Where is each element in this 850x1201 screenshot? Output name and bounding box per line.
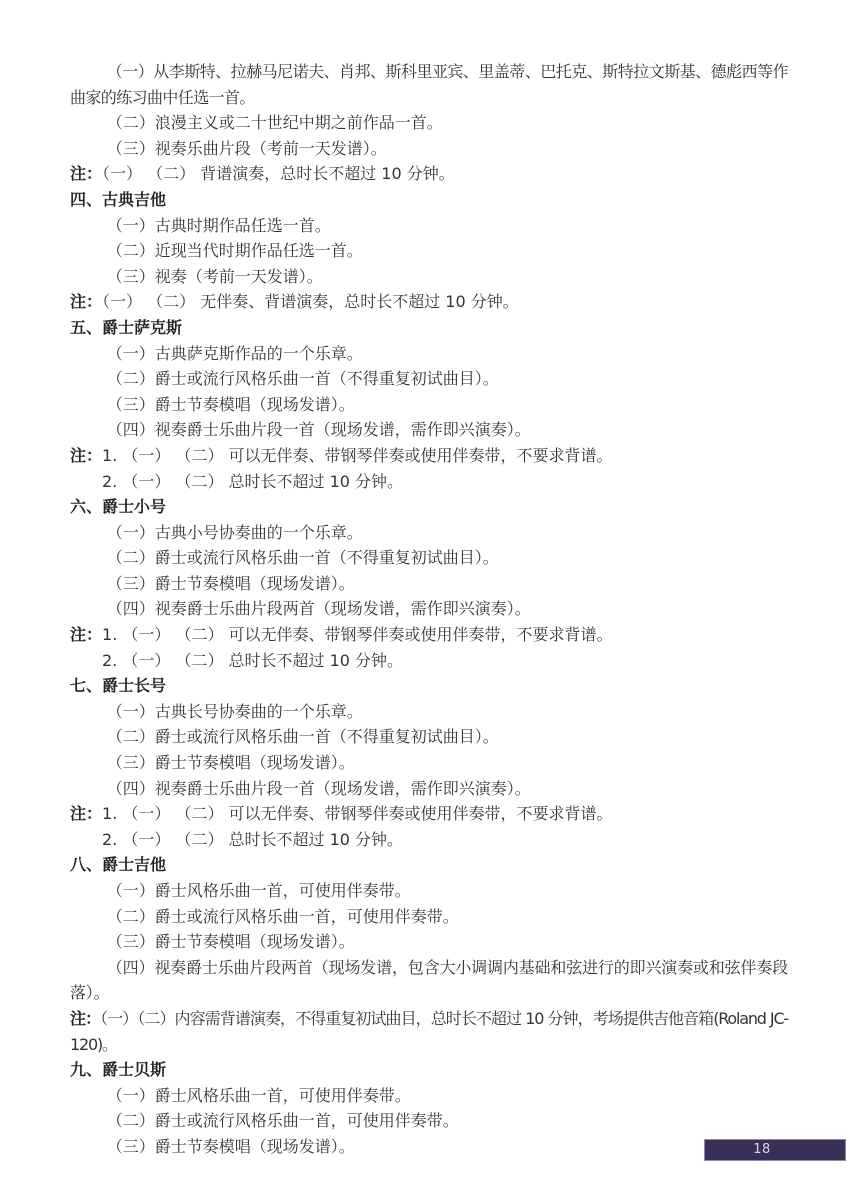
section-heading: 五、爵士萨克斯	[70, 317, 183, 337]
note-label: 注：	[70, 292, 103, 312]
requirement-item: （四）视奏爵士乐曲片段一首（现场发谱，需作即兴演奏）。	[106, 420, 531, 440]
requirement-item: （一）爵士风格乐曲一首，可使用伴奏带。	[106, 881, 411, 900]
requirement-item: （四）视奏爵士乐曲片段一首（现场发谱，需作即兴演奏）。	[106, 778, 531, 798]
requirement-item: （三）爵士节奏模唱（现场发谱）。	[106, 573, 355, 593]
requirement-item: （三）爵士节奏模唱（现场发谱）。	[106, 932, 355, 952]
requirement-item: （二）爵士或流行风格乐曲一首，可使用伴奏带。	[106, 906, 459, 926]
section-heading: 八、爵士吉他	[70, 855, 167, 875]
section-heading: 九、爵士贝斯	[70, 1060, 167, 1080]
note-label: 注：	[70, 445, 103, 465]
note	[70, 289, 788, 315]
note-text: 1. （一） （二） 可以无伴奏、带钢琴伴奏或使用伴奏带，不要求背谱。	[102, 804, 613, 824]
note-sub-item: 2. （一） （二） 总时长不超过 10 分钟。	[102, 829, 404, 849]
requirement-item: （三）爵士节奏模唱（现场发谱）。	[106, 1136, 355, 1156]
requirement-item: （三）视奏（考前一天发谱）。	[106, 266, 323, 286]
note-text: （一） （二） 背谱演奏，总时长不超过 10 分钟。	[102, 164, 455, 184]
section-heading: 七、爵士长号	[70, 676, 167, 696]
requirement-item: （一）古典小号协奏曲的一个乐章。	[106, 522, 363, 542]
note	[70, 161, 788, 187]
requirement-item: （二）爵士或流行风格乐曲一首（不得重复初试曲目）。	[106, 548, 499, 568]
requirement-item: （一）古典时期作品任选一首。	[106, 215, 331, 235]
requirement-item: （一）古典萨克斯作品的一个乐章。	[106, 343, 363, 363]
note-text: 1. （一） （二） 可以无伴奏、带钢琴伴奏或使用伴奏带，不要求背谱。	[102, 625, 613, 645]
note-label: 注：	[70, 164, 103, 184]
note-sub-item: 2. （一） （二） 总时长不超过 10 分钟。	[102, 650, 404, 670]
requirement-item: （三）爵士节奏模唱（现场发谱）。	[106, 753, 355, 773]
requirement-item: （一）古典长号协奏曲的一个乐章。	[106, 701, 363, 721]
note	[70, 1006, 788, 1057]
note	[70, 443, 788, 469]
note-label: 注：	[70, 625, 103, 645]
note-label: 注：	[70, 1008, 101, 1028]
note	[70, 622, 788, 648]
page-number-badge: 18	[704, 1139, 846, 1161]
document-body	[70, 59, 788, 1160]
requirement-item: （二）爵士或流行风格乐曲一首（不得重复初试曲目）。	[106, 369, 499, 389]
requirement-item: （一）从李斯特、拉赫马尼诺夫、肖邦、斯科里亚宾、里盖蒂、巴托克、斯特拉文斯基、德彪西等作曲家的练习曲中任选一首。	[70, 62, 788, 107]
section-heading: 六、爵士小号	[70, 497, 167, 517]
note-sub-item: 2. （一） （二） 总时长不超过 10 分钟。	[102, 471, 404, 491]
note-text: （一）（二）内容需背谱演奏，不得重复初试曲目，总时长不超过 10 分钟，考场提供吉他音箱(Roland JC-120)。	[70, 1008, 788, 1054]
note-label: 注：	[70, 804, 103, 824]
section-heading: 四、古典吉他	[70, 189, 167, 209]
requirement-item: （三）爵士节奏模唱（现场发谱）。	[106, 394, 355, 414]
requirement-item: （二）爵士或流行风格乐曲一首，可使用伴奏带。	[106, 1111, 459, 1131]
requirement-item: （四）视奏爵士乐曲片段两首（现场发谱，包含大小调调内基础和弦进行的即兴演奏或和弦伴奏段落）。	[70, 957, 788, 1003]
requirement-item: （二）爵士或流行风格乐曲一首（不得重复初试曲目）。	[106, 727, 499, 747]
note	[70, 801, 788, 827]
requirement-item: （一）爵士风格乐曲一首，可使用伴奏带。	[106, 1085, 411, 1105]
requirement-item: （二）近现当代时期作品任选一首。	[106, 241, 363, 261]
note-text: （一） （二） 无伴奏、背谱演奏，总时长不超过 10 分钟。	[102, 292, 519, 312]
requirement-item: （三）视奏乐曲片段（考前一天发谱）。	[106, 138, 387, 158]
requirement-item: （四）视奏爵士乐曲片段两首（现场发谱，需作即兴演奏）。	[106, 599, 531, 619]
requirement-item: （二）浪漫主义或二十世纪中期之前作品一首。	[106, 113, 443, 133]
note-text: 1. （一） （二） 可以无伴奏、带钢琴伴奏或使用伴奏带，不要求背谱。	[102, 445, 613, 465]
